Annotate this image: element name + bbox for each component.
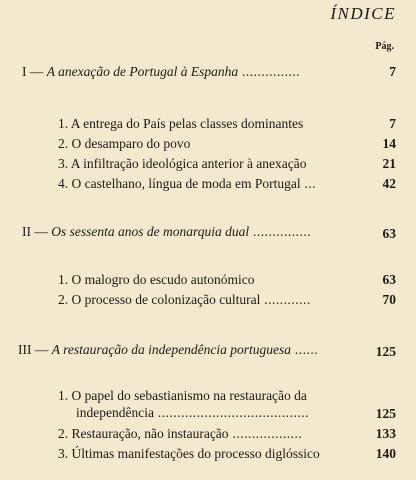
entry-number: 1. (58, 272, 69, 287)
section-heading (22, 64, 300, 80)
entry-text: Últimas manifestações do processo diglóssico (71, 446, 320, 461)
entry-page: 7 (389, 116, 396, 131)
leader-dots: .................. (228, 426, 303, 441)
leader-dots: ...... (290, 342, 319, 357)
section-numeral: II — (22, 224, 48, 239)
entry-number: 2. (58, 136, 69, 151)
section-heading (18, 342, 318, 358)
section-numeral: I — (22, 64, 44, 79)
entry-text: A infiltração ideológica anterior à anexação (70, 156, 307, 171)
section-title: A restauração da independência portuguesa (51, 342, 291, 357)
entry-text: O desamparo do povo (71, 136, 191, 151)
leader-dots: ............... (249, 224, 312, 239)
entry-number: 4. (58, 176, 69, 191)
entry-text: O castelhano, língua de moda em Portugal (71, 176, 301, 191)
entry-page: 133 (375, 426, 396, 441)
section-page: 7 (389, 64, 396, 79)
entry-number: 3. (58, 446, 69, 461)
entry-number: 2. (58, 426, 69, 441)
toc-entry (58, 272, 254, 288)
toc-entry (58, 176, 316, 192)
entry-text: O processo de colonização cultural (71, 292, 261, 307)
entry-page: 42 (382, 176, 396, 191)
entry-text: O papel do sebastianismo na restauração da (71, 388, 307, 403)
entry-text: independência (76, 405, 154, 420)
entry-page: 70 (382, 292, 396, 307)
section-page: 125 (375, 344, 396, 359)
leader-dots: ............ (260, 292, 311, 307)
section-page: 63 (382, 226, 396, 241)
section-numeral: III — (18, 342, 49, 357)
page-column-label: Pág. (375, 41, 394, 52)
entry-number: 1. (58, 116, 69, 131)
leader-dots: ....................................... (153, 405, 309, 420)
toc-entry (58, 388, 307, 404)
section-heading (22, 224, 311, 240)
entry-number: 2. (58, 292, 69, 307)
toc-entry (58, 292, 311, 308)
toc-entry (58, 426, 302, 442)
entry-number: 3. (58, 156, 69, 171)
entry-page: 14 (382, 136, 396, 151)
toc-entry (58, 136, 190, 152)
toc-entry (58, 156, 307, 172)
toc-entry (58, 446, 320, 462)
leader-dots: ... (300, 176, 317, 191)
section-title: A anexação de Portugal à Espanha (46, 64, 239, 79)
entry-page: 63 (382, 272, 396, 287)
entry-page: 125 (375, 406, 396, 421)
entry-page: 21 (382, 156, 396, 171)
leader-dots: ............... (238, 64, 301, 79)
entry-text: Restauração, não instauração (71, 426, 229, 441)
entry-page: 140 (375, 446, 396, 461)
toc-entry-continuation (76, 405, 309, 421)
page-title: ÍNDICE (330, 4, 396, 23)
section-title: Os sessenta anos de monarquia dual (51, 224, 250, 239)
entry-number: 1. (58, 388, 69, 403)
entry-text: A entrega do País pelas classes dominantes (70, 116, 304, 131)
toc-entry (58, 116, 303, 132)
entry-text: O malogro do escudo autonómico (71, 272, 255, 287)
